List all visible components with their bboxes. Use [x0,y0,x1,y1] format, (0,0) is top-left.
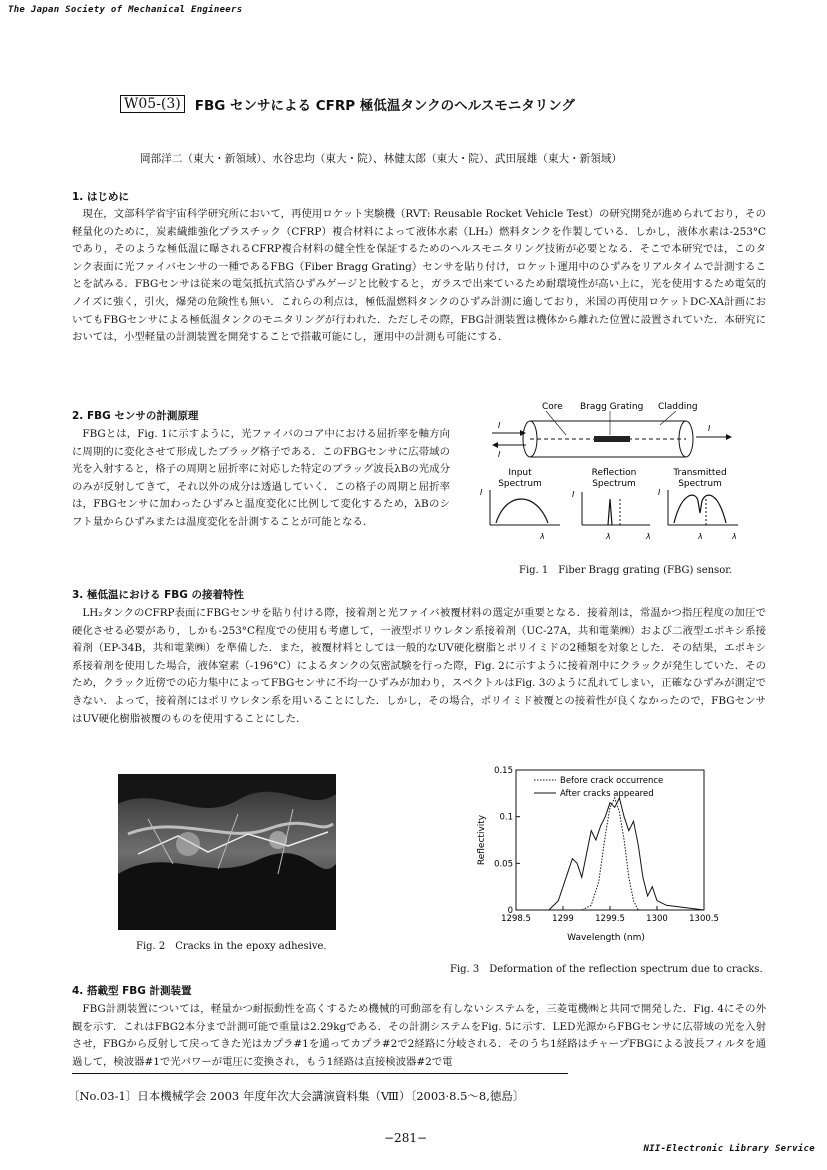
transmitted-spectrum-plot [668,490,738,525]
paper-code: W05-(3) [120,95,185,113]
section-4-body [72,1001,766,1073]
x-tick-label: 1299.5 [595,914,625,924]
label-bragg-grating: Bragg Grating [580,402,644,412]
section-1-paragraph: 現在，文部科学省宇宙科学研究所において，再使用ロケット実験機（RVT: Reusable Rocket Vehicle Test）の研究開発が進められており，その軽量化のために，炭素繊維強化プラスチック（CFRP）複合材料によって液体水素（LH₂）燃料タンクを作製している．しかし，液体水素は-253°Cであり，そのような極低温に曝されるCFRP複合材料の健全性を保証するためのヘルスモニタリング技術が必要となる．そこで本研究では，このタンク表面に光ファイバセンサの一種であるFBG（Fiber Bragg Grating）センサを貼り付け，ロケット運用中のひずみをリアルタイムで計測することを試みる．FBGセンサは従来の電気抵抗式箔ひずみゲージと比較すると，ガラスで出来ているため耐環境性が高い上に，光を使用するため電気的ノイズに強く，引火，爆発の危険性も無い．これらの利点は，極低温燃料タンクのひずみ計測に適しており，米国の再使用ロケットDC-XA計画においてもFBGセンサによる極低温タンクのモニタリングが行われた．ただしその際，FBG計測装置は機体から離れた位置に設置されていた．本研究においては，小型軽量の計測装置を開発することで搭載可能にし，運用中の計測も可能にする． [72,208,766,344]
chart-legend [534,776,663,799]
fig2-caption: Fig. 2 Cracks in the epoxy adhesive. [136,941,327,952]
section-2-paragraph: FBGとは，Fig. 1に示すように，光ファイバのコア中における屈折率を軸方向に周期的に変化させて形成したブラッグ格子である．このFBGセンサに広帯域の光を入射すると，格子の周期と屈折率に対応した特定のブラッグ波長λBの光成分のみが反射してきて，それ以外の成分は透過していく．この格子の周期と屈折率は，FBGセンサに加わったひずみと温度変化に比例して変化するため，λBのシフト量からひずみまたは温度変化を計測することが可能となる． [72,428,450,528]
paper-title: FBG センサによる CFRP 極低温タンクのヘルスモニタリング [194,98,575,114]
svg-text:I: I [498,421,501,430]
input-label-1: Input [508,468,532,478]
reflection-spectrum-plot [582,492,650,525]
transmitted-label-2: Spectrum [678,479,722,489]
section-1-body [72,206,766,347]
label-cladding: Cladding [658,402,698,412]
x-axis-label: Wavelength (nm) [567,933,645,943]
svg-text:λ: λ [540,532,545,541]
section-2-heading: 2. FBG センサの計測原理 [72,410,199,422]
label-core: Core [542,402,563,412]
authors: 岡部洋二（東大・新領域）、水谷忠均（東大・院）、林健太郎（東大・院）、武田展雄（東大・新領域） [140,153,623,165]
x-tick-label: 1299 [552,914,574,924]
y-tick-label: 0.15 [494,766,513,776]
society-header: The Japan Society of Mechanical Engineers [8,5,243,15]
chart-series [516,798,704,910]
fig1-caption: Fig. 1 Fiber Bragg grating (FBG) sensor. [519,565,733,576]
transmitted-label-1: Transmitted [673,468,727,478]
y-axis-label: Reflectivity [477,814,487,866]
svg-text:λ: λ [732,532,737,541]
svg-text:I: I [572,490,575,499]
x-tick-label: 1298.5 [501,914,531,924]
input-spectrum-plot [490,490,560,525]
section-4-paragraph: FBG計測装置については，軽量かつ耐振動性を高くするため機械的可動部を有しないシステムを，三菱電機㈱と共同で開発した．Fig. 4にその外観を示す．これはFBG2本分まで計測可能で重量は2.29kgである．その計測システムをFig. 5に示す．LED光源からFBGセンサに広帯域の光を入射させ，FBGから反射して戻ってきた光はカプラ#1を通ってカプラ#2で2経路に分岐される．そのうち1経路はチャープFBGによる波長フィルタを通過して，検波器#1で光パワーが電圧に変換され，もう1経路は直接検波器#2で電 [72,1003,766,1068]
series-line-after-cracks [516,798,704,910]
svg-text:λ: λ [698,532,703,541]
section-3-heading: 3. 極低温における FBG の接着特性 [72,589,245,601]
library-footer: NII-Electronic Library Service [643,1144,815,1154]
series-line-before-crack [516,798,704,910]
y-tick-label: 0.05 [494,859,513,870]
svg-text:I: I [498,450,501,459]
section-3-paragraph: LH₂タンクのCFRP表面にFBGセンサを貼り付ける際，接着剤と光ファイバ被覆材料の選定が重要となる．接着剤は，常温かつ指圧程度の加圧で硬化させる必要があり，しかも-253°C程度での使用も考慮して，一液型ポリウレタン系接着剤（UC-27A，共和電業㈱）および二液型エポキシ系接着剤（EP-34B，共和電業㈱）を準備した．また，被覆材料としては一般的なUV硬化樹脂とポリイミドの2種類を対象とした．その結果，エポキシ系接着剤を使用した場合，液体窒素（-196°C）によるタンクの気密試験を行った際，Fig. 2に示すように接着剤中にクラックが発生していた．そのため，クラック近傍での応力集中によってFBGセンサに不均一ひずみが加わり，スペクトルはFig. 3のように乱れてしまい，正確なひずみが測定できない．よって，接着剤にはポリウレタン系を用いることにした．しかし，その場合，ポリイミド被覆との接着性が良くなかったので，FBGセンサはUV硬化樹脂被覆のものを使用することにした． [72,607,766,725]
fig2-crack-photo [118,774,336,930]
x-tick-label: 1300.5 [689,914,719,924]
section-4-heading: 4. 搭載型 FBG 計測装置 [72,985,192,997]
svg-text:λ: λ [606,532,611,541]
section-1-heading: 1. はじめに [72,191,129,203]
grating-region [594,436,630,442]
section-2-body [72,426,450,532]
legend-after: After cracks appeared [560,789,654,799]
fig3-caption: Fig. 3 Deformation of the reflection spectrum due to cracks. [450,964,763,975]
section-3-body [72,605,766,728]
reflection-label-1: Reflection [591,468,637,478]
y-tick-label: 0 [507,906,513,916]
page-number: −281− [384,1131,428,1145]
legend-before: Before crack occurrence [560,776,664,786]
y-tick-label: 0.1 [499,812,513,823]
input-label-2: Spectrum [498,479,542,489]
proceedings-footer: 〔No.03-1〕日本機械学会 2003 年度年次大会講演資料集（Ⅷ）〔2003·8.5～8,徳島〕 [68,1089,525,1103]
svg-text:I: I [658,488,661,497]
footer-rule [72,1073,568,1074]
svg-text:I: I [708,424,711,433]
x-tick-label: 1300 [646,914,668,924]
title-row [120,94,575,114]
reflection-label-2: Spectrum [592,479,636,489]
fiber-cylinder [523,411,693,457]
fig3-reflection-chart [474,762,719,943]
fig1-diagram [470,395,760,575]
svg-text:I: I [480,488,483,497]
svg-text:λ: λ [646,532,651,541]
